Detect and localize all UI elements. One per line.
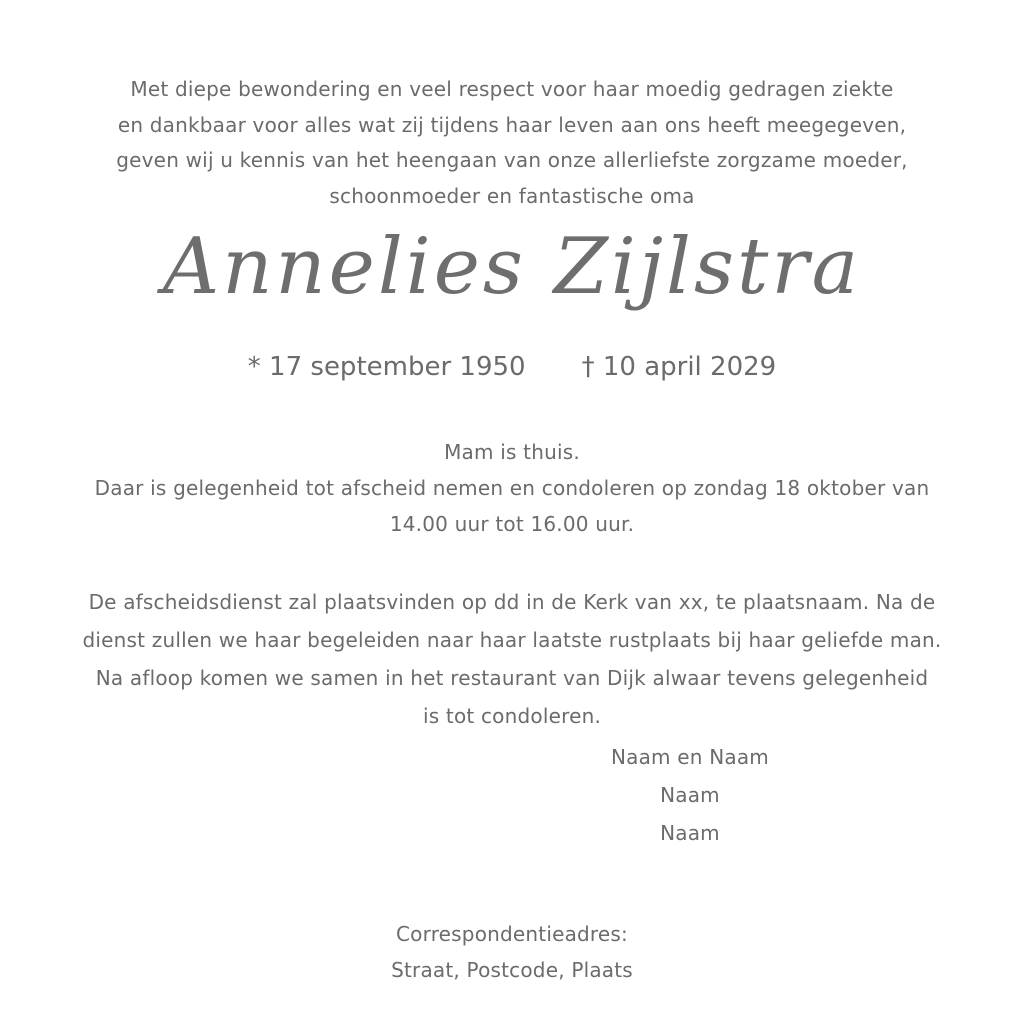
service-text (0, 583, 1024, 735)
intro-line: Met diepe bewondering en veel respect voor haar moedig gedragen ziekte (130, 77, 894, 101)
visitation-text (0, 434, 1024, 542)
visitation-line: Mam is thuis. (444, 440, 580, 464)
signer-name: Naam (660, 783, 720, 807)
death-date: † 10 april 2029 (581, 352, 777, 382)
life-dates (0, 346, 1024, 388)
intro-line: schoonmoeder en fantastische oma (329, 183, 695, 208)
visitation-line: 14.00 uur tot 16.00 uur. (389, 512, 635, 536)
service-line: Na afloop komen we samen in het restaurant van Dijk alwaar tevens gelegenheid (95, 666, 929, 690)
signers (590, 738, 790, 852)
address-label: Correspondentieadres: (396, 922, 628, 946)
visitation-line: Daar is gelegenheid tot afscheid nemen en condoleren op zondag 18 oktober van (94, 476, 930, 500)
intro-line: geven wij u kennis van het heengaan van onze allerliefste zorgzame moeder, (116, 148, 908, 172)
birth-date: * 17 september 1950 (247, 352, 526, 382)
intro-line: en dankbaar voor alles wat zij tijdens haar leven aan ons heeft meegegeven, (117, 112, 907, 137)
intro-text (0, 72, 1024, 214)
deceased-name: Annelies Zijlstra (162, 222, 862, 312)
service-line: dienst zullen we haar begeleiden naar haar laatste rustplaats bij haar geliefde man. (82, 628, 942, 652)
service-line: De afscheidsdienst zal plaatsvinden op dd in de Kerk van xx, te plaatsnaam. Na de (88, 590, 936, 614)
correspondence-address (0, 916, 1024, 988)
signer-name: Naam en Naam (610, 745, 769, 769)
address-value: Straat, Postcode, Plaats (391, 958, 633, 982)
signer-name: Naam (660, 821, 720, 845)
service-line: is tot condoleren. (422, 704, 602, 728)
